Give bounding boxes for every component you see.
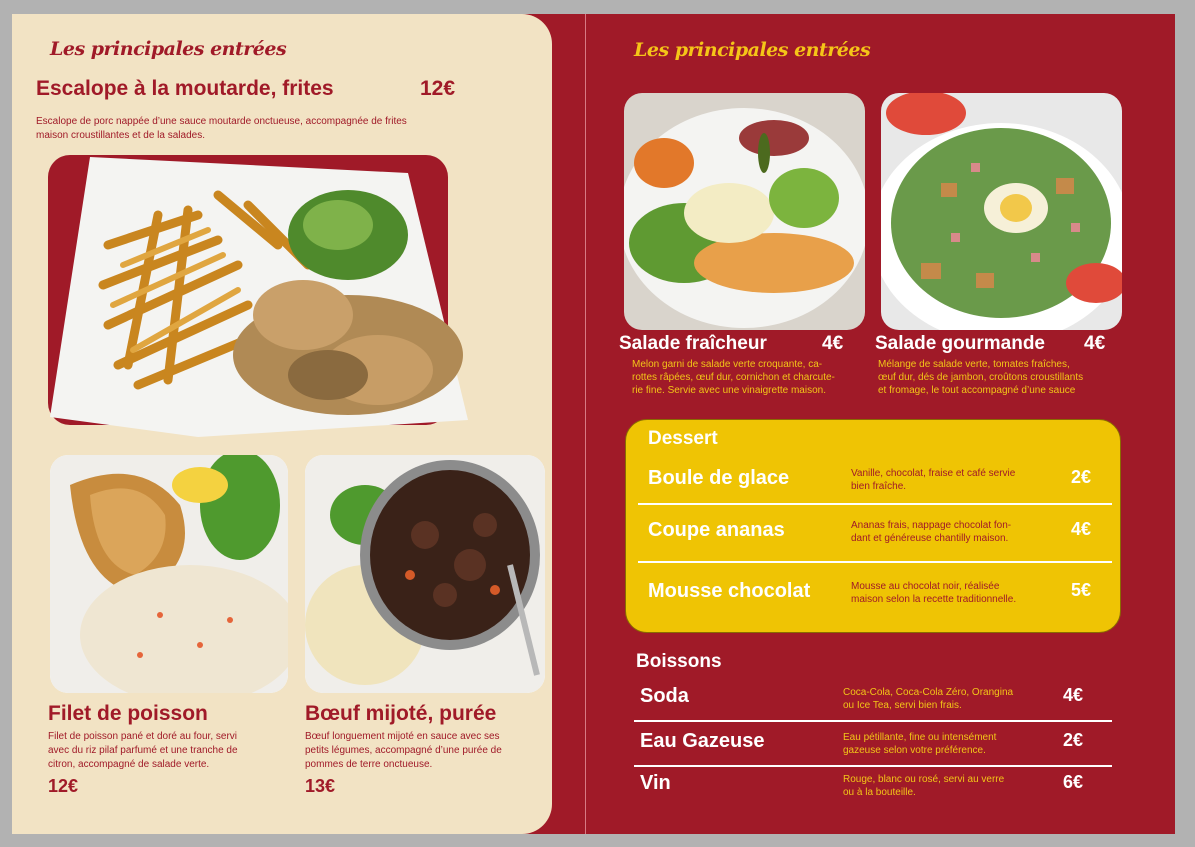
fish-desc-line: Filet de poisson pané et doré au four, servi	[48, 731, 238, 742]
dessert-item-description	[851, 519, 1061, 545]
dessert-desc-line: bien fraîche.	[851, 481, 907, 492]
fish-desc-line: citron, accompagné de salade verte.	[48, 759, 210, 770]
main-dish-desc-line: Escalope de porc nappée d’une sauce moutarde onctueuse, accompagnée de frites	[36, 116, 407, 127]
beef-dish-price: 13€	[305, 776, 336, 796]
salad-gourmande-name: Salade gourmande	[875, 333, 1045, 354]
main-dish-name: Escalope à la moutarde, frites	[36, 77, 334, 100]
dessert-item-name: Coupe ananas	[648, 519, 785, 541]
dessert-divider	[638, 561, 1112, 563]
dessert-desc-line: Ananas frais, nappage chocolat fon-	[851, 520, 1012, 531]
drink-item-price: 2€	[1063, 730, 1084, 750]
salad-fraicheur-price: 4€	[822, 333, 844, 354]
fish-dish-price: 12€	[48, 776, 79, 796]
dessert-item-price: 4€	[1071, 519, 1092, 539]
drink-item-name: Eau Gazeuse	[640, 730, 765, 752]
drink-item-name: Soda	[640, 685, 689, 707]
left-section-title: Les principales entrées	[50, 38, 287, 60]
salad-gourmande-price: 4€	[1084, 333, 1106, 354]
dessert-divider	[638, 503, 1112, 505]
beef-illustration	[305, 455, 545, 693]
fish-dish-name: Filet de poisson	[48, 702, 208, 725]
salad-gourmande-desc-line: œuf dur, dés de jambon, croûtons croustillants	[878, 372, 1084, 383]
drink-item-description	[843, 731, 1053, 757]
escalope-illustration	[48, 155, 478, 437]
beef-desc-line: Bœuf longuement mijoté en sauce avec ses	[305, 731, 500, 742]
salad-fraicheur-desc-line: rottes râpées, œuf dur, cornichon et charcute-	[632, 372, 835, 383]
fish-desc-line: avec du riz pilaf parfumé et une tranche de	[48, 745, 238, 756]
drink-item-description	[843, 773, 1053, 799]
dessert-desc-line: Mousse au chocolat noir, réalisée	[851, 581, 1000, 592]
salad-gourmande-description	[878, 358, 1138, 397]
main-dish-price: 12€	[420, 77, 456, 100]
beef-dish-name: Bœuf mijoté, purée	[305, 702, 497, 725]
drink-desc-line: ou à la bouteille.	[843, 787, 916, 798]
drinks-title: Boissons	[636, 651, 722, 672]
salad-fraicheur-illustration	[624, 93, 865, 330]
fish-dish-photo	[50, 455, 288, 693]
salad-gourmande-desc-line: Mélange de salade verte, tomates fraîches,	[878, 359, 1070, 370]
drink-item-description	[843, 686, 1053, 712]
salad-fraicheur-desc-line: rie fine. Servie avec une vinaigrette maison.	[632, 385, 826, 396]
drink-desc-line: Coca-Cola, Coca-Cola Zéro, Orangina	[843, 687, 1014, 698]
fish-illustration	[50, 455, 288, 693]
dessert-item-name: Boule de glace	[648, 467, 790, 489]
fish-dish-description	[48, 730, 288, 772]
main-dish-description	[36, 115, 496, 143]
drinks-divider	[634, 765, 1112, 767]
drink-desc-line: ou Ice Tea, servi bien frais.	[843, 700, 962, 711]
salad-fraicheur-photo	[624, 93, 865, 330]
salad-gourmande-desc-line: et fromage, le tout accompagné d’une sauce	[878, 385, 1076, 396]
dessert-item-description	[851, 467, 1061, 493]
salad-fraicheur-name: Salade fraîcheur	[619, 333, 767, 354]
dessert-item-name: Mousse chocolat	[648, 580, 811, 602]
dessert-desc-line: dant et généreuse chantilly maison.	[851, 533, 1009, 544]
dessert-desc-line: Vanille, chocolat, fraise et café servie	[851, 468, 1016, 479]
dessert-desc-line: maison selon la recette traditionnelle.	[851, 594, 1017, 605]
beef-dish-photo	[305, 455, 545, 693]
drink-item-price: 4€	[1063, 685, 1084, 705]
dessert-item-description	[851, 580, 1061, 606]
salad-fraicheur-description	[632, 358, 882, 397]
drink-desc-line: gazeuse selon votre préférence.	[843, 745, 986, 756]
beef-desc-line: petits légumes, accompagné d’une purée de	[305, 745, 502, 756]
beef-dish-description	[305, 730, 545, 772]
salad-gourmande-illustration	[881, 93, 1122, 330]
beef-desc-line: pommes de terre onctueuse.	[305, 759, 433, 770]
dessert-item-price: 5€	[1071, 580, 1092, 600]
drink-item-name: Vin	[640, 772, 671, 794]
drink-desc-line: Rouge, blanc ou rosé, servi au verre	[843, 774, 1005, 785]
page-fold-line	[585, 14, 586, 834]
main-dish-desc-line: maison croustillantes et de la salades.	[36, 130, 205, 141]
menu-spread	[12, 14, 1175, 834]
main-dish-photo	[48, 155, 478, 437]
drink-desc-line: Eau pétillante, fine ou intensément	[843, 732, 997, 743]
salad-gourmande-photo	[881, 93, 1122, 330]
right-section-title: Les principales entrées	[634, 39, 871, 61]
dessert-item-price: 2€	[1071, 467, 1092, 487]
drink-item-price: 6€	[1063, 772, 1084, 792]
dessert-title: Dessert	[648, 428, 718, 449]
drinks-divider	[634, 720, 1112, 722]
salad-fraicheur-desc-line: Melon garni de salade verte croquante, ca-	[632, 359, 823, 370]
